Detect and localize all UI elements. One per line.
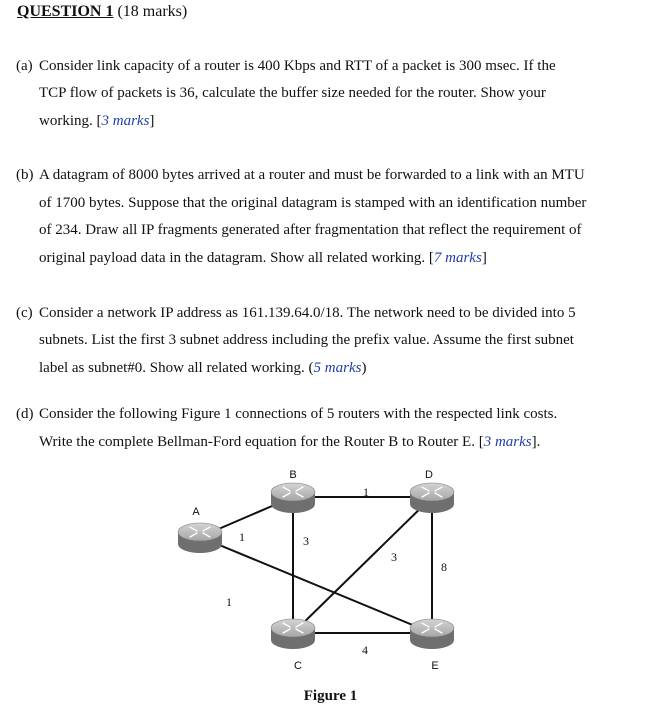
- part-b-line-1: A datagram of 8000 bytes arrived at a router and must be forwarded to a link with an MTU: [39, 167, 585, 183]
- part-c-line-3-text: label as subnet#0. Show all related working. (: [39, 360, 314, 376]
- part-c-line-2: subnets. List the first 3 subnet address including the prefix value. Assume the first subnet: [39, 332, 574, 348]
- cost-a-b: 1: [239, 530, 245, 544]
- question-label: QUESTION 1: [17, 3, 114, 20]
- part-b-line-3: of 234. Draw all IP fragments generated after fragmentation that reflect the requirement of: [39, 222, 582, 238]
- part-c-line-3: [39, 360, 366, 377]
- part-d-close: ].: [531, 434, 541, 450]
- cost-c-e: 4: [362, 643, 368, 657]
- part-d-line-1: Consider the following Figure 1 connections of 5 routers with the respected link costs.: [39, 406, 558, 422]
- part-b-line-4-text: original payload data in the datagram. Show all related working. [: [39, 250, 434, 266]
- cost-b-c: 3: [303, 534, 309, 548]
- part-d-line-2: [39, 434, 540, 451]
- cost-d-e: 8: [441, 560, 447, 574]
- router-c-label: C: [294, 660, 302, 670]
- link-d-c: [293, 497, 432, 633]
- part-a-line-2: TCP flow of packets is 36, calculate the buffer size needed for the router. Show your: [39, 85, 546, 101]
- part-d-line-2-text: Write the complete Bellman-Ford equation for the Router B to Router E. [: [39, 434, 484, 450]
- link-a-e: [200, 537, 432, 633]
- cost-a-c: 1: [226, 595, 232, 609]
- router-a-label: A: [192, 506, 200, 518]
- router-c-icon: [271, 619, 315, 649]
- router-b-label: B: [289, 469, 297, 481]
- cost-d-c: 3: [391, 550, 397, 564]
- part-b-line-2: of 1700 bytes. Suppose that the original datagram is stamped with an identification number: [39, 195, 587, 211]
- part-a-close: ]: [149, 113, 155, 129]
- part-a-marks: 3 marks: [101, 113, 150, 129]
- router-a-icon: [178, 523, 222, 553]
- part-d-label: (d): [16, 406, 34, 422]
- part-c-label: (c): [16, 305, 33, 321]
- question-total-marks: (18 marks): [113, 3, 188, 20]
- part-b-close: ]: [481, 250, 487, 266]
- part-c-line-1: Consider a network IP address as 161.139.64.0/18. The network need to be divided into 5: [39, 305, 576, 321]
- router-b-icon: [271, 483, 315, 513]
- router-e-label: E: [431, 660, 439, 670]
- router-e-icon: [410, 619, 454, 649]
- router-network-diagram: [160, 465, 480, 670]
- router-d-icon: [410, 483, 454, 513]
- part-b-marks: 7 marks: [433, 250, 482, 266]
- figure-caption: Figure 1: [303, 688, 358, 704]
- part-c-marks: 5 marks: [313, 360, 362, 376]
- part-a-label: (a): [16, 58, 33, 74]
- router-d-label: D: [425, 469, 433, 481]
- question-title: [17, 3, 187, 21]
- cost-b-d: 1: [363, 485, 369, 499]
- part-a-line-3-text: working. [: [39, 113, 102, 129]
- part-a-line-1: Consider link capacity of a router is 400 Kbps and RTT of a packet is 300 msec. If the: [39, 58, 556, 74]
- part-b-label: (b): [16, 167, 34, 183]
- part-d-marks: 3 marks: [483, 434, 532, 450]
- part-c-close: ): [361, 360, 367, 376]
- part-b-line-4: [39, 250, 487, 267]
- part-a-line-3: [39, 113, 154, 130]
